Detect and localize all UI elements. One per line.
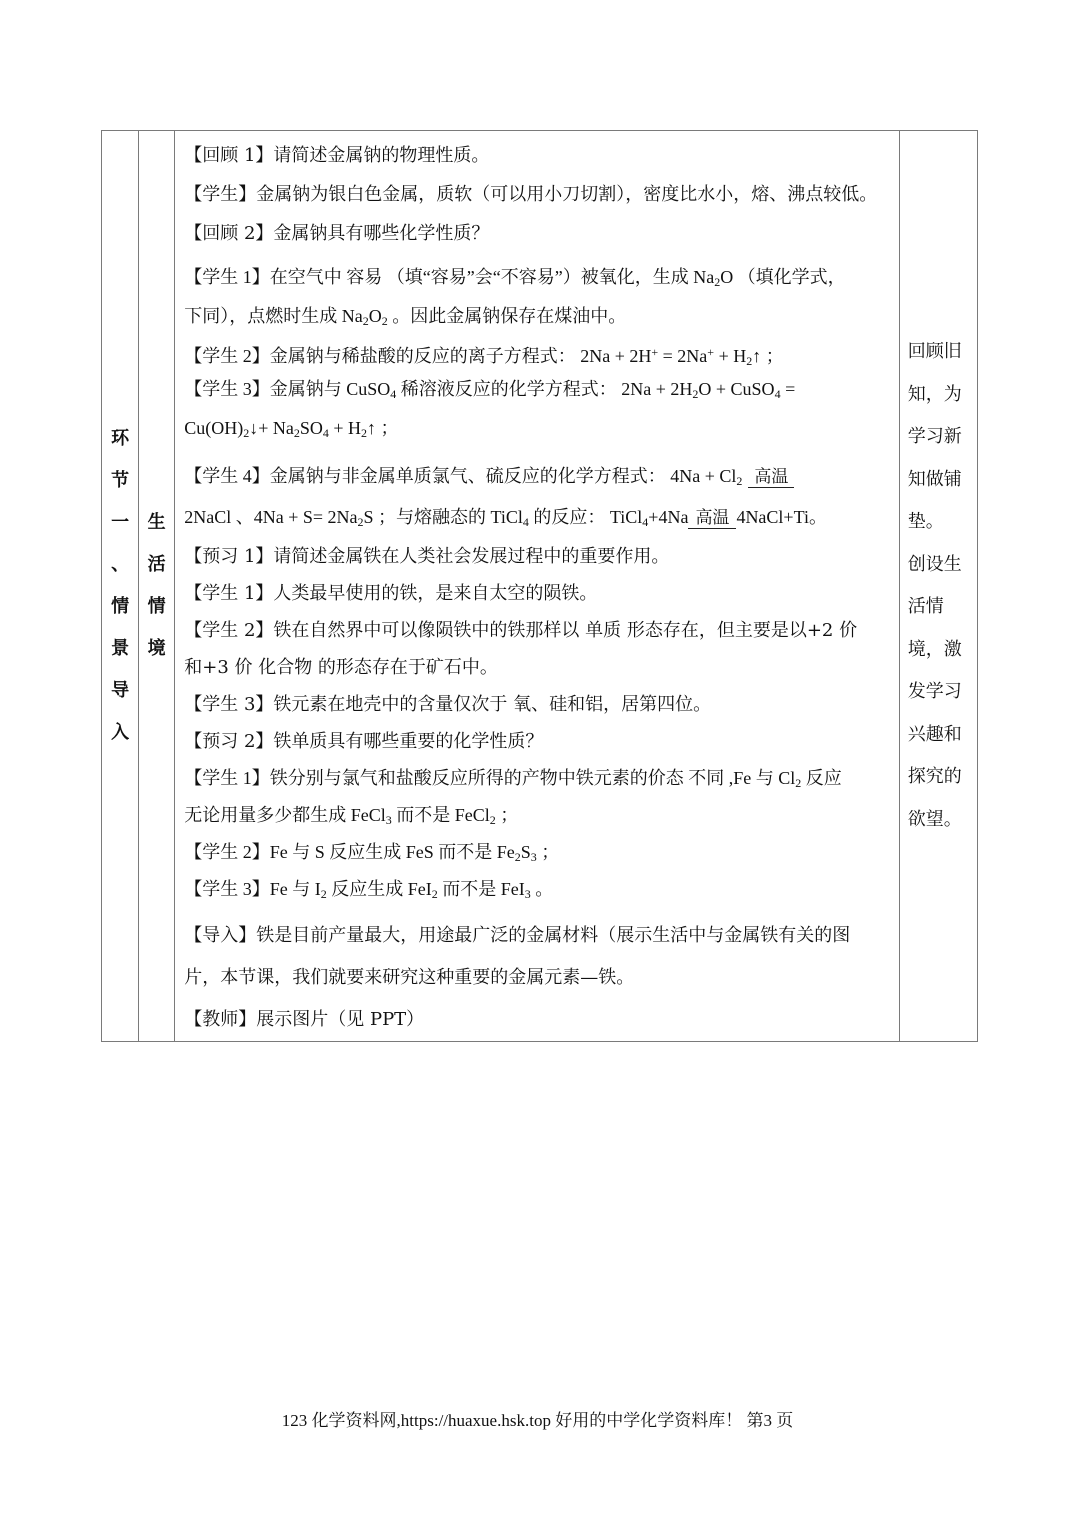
note-line: 学习新 (907, 426, 962, 447)
note-line: 活情 (907, 596, 944, 617)
text-line: 【预习 2】铁单质具有哪些重要的化学性质？ (184, 731, 544, 752)
sub-char: 活 (147, 554, 166, 575)
text-line: 【学生 1】在空气中 容易 （填“容易”会“不容易”）被氧化，生成 $Na_2O$ （填化学式， (184, 267, 846, 289)
text-line: 【学生 1】人类最早使用的铁，是来自太空的陨铁。 (184, 583, 598, 604)
section-char: 情 (111, 596, 130, 617)
lesson-content (175, 131, 899, 1042)
note-line: 创设生 (907, 553, 962, 575)
text-line: 【学生 3】铁元素在地壳中的含量仅次于 氧、硅和铝，居第四位。 (184, 694, 712, 715)
design-intent (899, 131, 977, 1042)
text-line: 【回顾 1】请简述金属钠的物理性质。 (184, 145, 490, 166)
lesson-table (101, 130, 978, 1042)
text-line: $Cu(OH)_2↓+ Na_2SO_4$ + $H_2↑$ ； (184, 418, 399, 440)
text-line: 【学生 2】铁在自然界中可以像陨铁中的铁那样以 单质 形态存在，但主要是以+2 价 (184, 620, 858, 641)
note-line: 知，为 (907, 383, 962, 405)
text-line: 【学生 2】Fe 与 S 反应生成 FeS 而不是 $Fe_2S_3$ ； (184, 842, 560, 864)
text-line: 片，本节课，我们就要来研究这种重要的金属元素—铁。 (184, 967, 635, 988)
section-char: 入 (111, 722, 130, 743)
reaction-condition: 高温 (688, 522, 736, 529)
note-line: 欲望。 (907, 808, 962, 830)
text-line: 【学生 2】金属钠与稀盐酸的反应的离子方程式： $2Na + 2H^+ = 2Na^+ + H_2↑$ ； (184, 345, 784, 368)
text-line: 2NaCl 、$4Na + S= 2Na_2S$ ；与熔融态的 TiCl$_4$ 的反应： TiCl$_4$+4Na 高温 4NaCl+Ti。 (184, 507, 827, 529)
text-line: 【学生 3】金属钠与 CuSO$_4$ 稀溶液反应的化学方程式： $2Na + 2H_2O$ + CuSO$_4$ = (184, 379, 796, 401)
sub-char: 生 (147, 512, 166, 533)
section-label (102, 131, 139, 1042)
text-line: 【学生 1】铁分别与氯气和盐酸反应所得的产物中铁元素的价态 不同 ,Fe 与 $Cl_2$ 反应 (184, 768, 842, 790)
text-line: 【学生】金属钠为银白色金属，质软（可以用小刀切割），密度比水小，熔、沸点较低。 (184, 184, 878, 205)
sub-label (139, 131, 175, 1042)
section-char: 环 (111, 428, 130, 449)
text-line: 【导入】铁是目前产量最大，用途最广泛的金属材料（展示生活中与金属铁有关的图 (184, 925, 851, 946)
text-line: 无论用量多少都生成 FeCl$_3$ 而不是 FeCl$_2$ ； (184, 805, 519, 827)
sub-char: 境 (147, 638, 166, 659)
section-char: 一 (111, 512, 130, 533)
note-line: 兴趣和 (907, 723, 962, 745)
sub-char: 情 (147, 596, 166, 617)
note-line: 垫。 (907, 511, 944, 532)
section-char: 节 (111, 470, 130, 491)
note-line: 发学习 (907, 681, 962, 702)
note-line: 回顾旧 (907, 341, 962, 362)
text-line: 和+3 价 化合物 的形态存在于矿石中。 (184, 657, 498, 678)
section-char: 导 (111, 680, 130, 701)
text-line: 【学生 3】Fe 与 $I_2$ 反应生成 FeI$_2$ 而不是 FeI$_3$ 。 (184, 879, 554, 901)
text-line: 【教师】展示图片（见 PPT） (184, 1009, 425, 1030)
section-char: 景 (111, 638, 130, 659)
text-line: 【回顾 2】金属钠具有哪些化学性质？ (184, 223, 490, 244)
page-footer: 123 化学资料网,https://huaxue.hsk.top 好用的中学化学资料库！ 第3 页 (281, 1411, 794, 1430)
note-line: 境，激 (907, 638, 962, 660)
text-line: 【预习 1】请简述金属铁在人类社会发展过程中的重要作用。 (184, 546, 670, 567)
section-char: 、 (111, 554, 130, 575)
text-line: 【学生 4】金属钠与非金属单质氯气、硫反应的化学方程式： $4Na + Cl_2$ 高温 (184, 452, 890, 496)
reaction-condition: 高温 (748, 481, 794, 488)
note-line: 探究的 (907, 766, 962, 787)
note-line: 知做铺 (907, 468, 962, 490)
text-line: 下同），点燃时生成 $Na_2O_2$ 。因此金属钠保存在煤油中。 (184, 306, 627, 328)
